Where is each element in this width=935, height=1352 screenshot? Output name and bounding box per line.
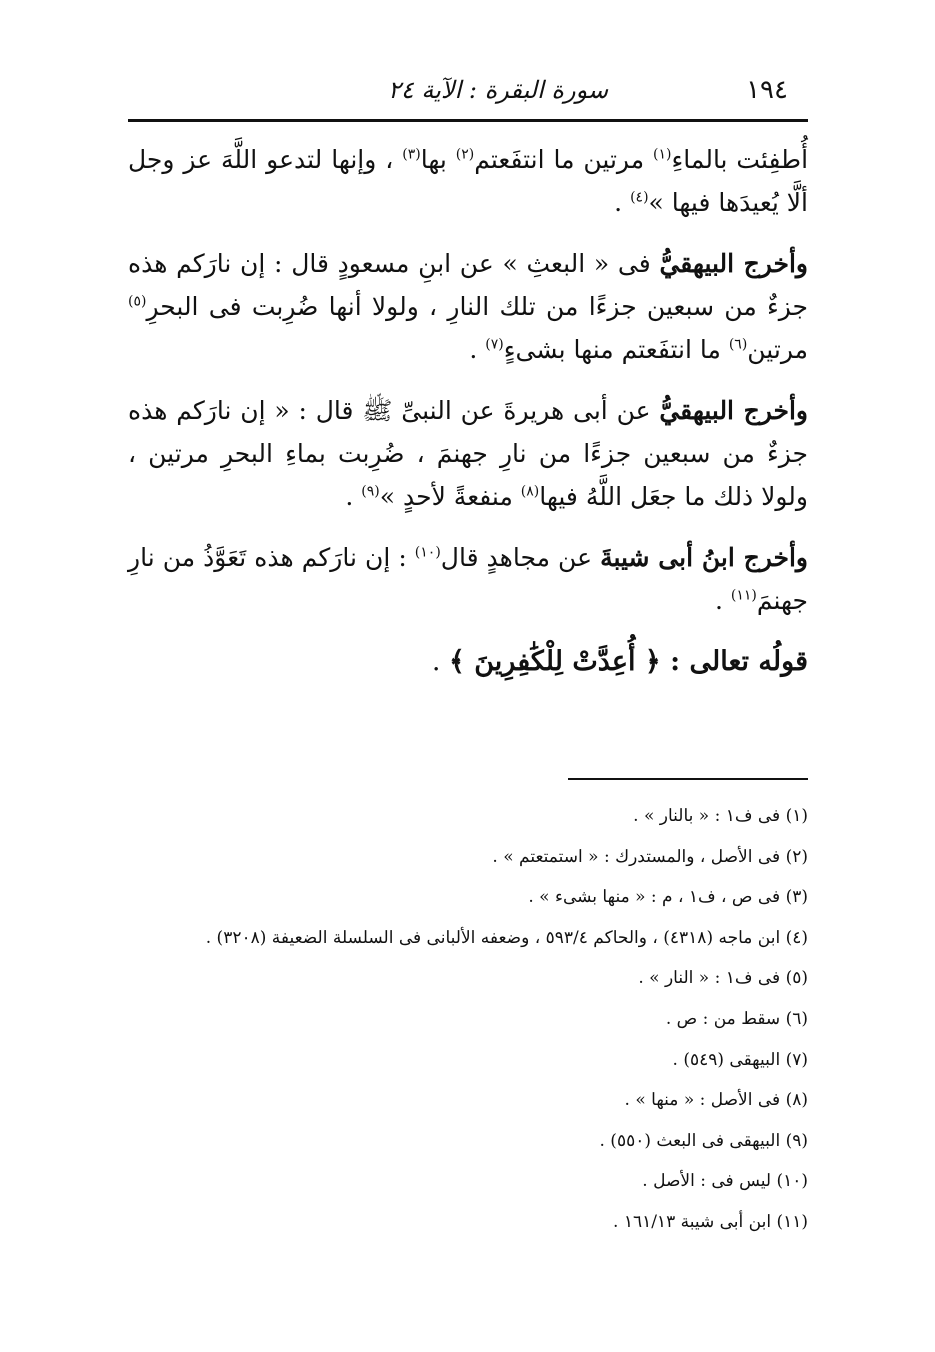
page-header (128, 64, 808, 116)
footnote: (٦) سقط من : ص . (665, 1008, 808, 1029)
text: عن مجاهدٍ قال (440, 543, 601, 572)
footnote-ref-4[interactable]: (٤) (630, 189, 649, 206)
text: فى « البعثِ » عن ابنِ مسعودٍ قال : إن نارَكم هذه جزءٌ من سبعين جزءًا من تلك النارِ ، ولولا أنها ضُرِبت فى البحرِ (128, 249, 808, 321)
paragraph-1 (128, 138, 808, 224)
paragraph-4 (128, 536, 808, 622)
footnote: (٧) البيهقى (٥٤٩) . (672, 1049, 808, 1070)
text: ، وإنها لتدعو اللَّهَ عز وجل ألَّا يُعيدَها فيها » (128, 145, 808, 217)
footnote-separator (568, 778, 808, 780)
paragraph-3 (128, 389, 808, 518)
footnote-ref-9[interactable]: (٩) (361, 483, 380, 500)
text: ما انتفَعتم منها بشىءٍ (503, 335, 729, 364)
footnote: (٢) فى الأصل ، والمستدرك : « استمتعتم » . (492, 846, 808, 867)
paragraph-2 (128, 242, 808, 371)
footnote: (٨) فى الأصل : « منها » . (624, 1090, 808, 1111)
footnote-ref-2[interactable]: (٢) (455, 146, 475, 163)
text: . (469, 335, 486, 364)
footnote-ref-7[interactable]: (٧) (485, 336, 504, 353)
text: بها (420, 145, 456, 174)
paragraph-lead: وأخرج ابنُ أبى شيبةَ (600, 543, 808, 572)
footnote-ref-3[interactable]: (٣) (402, 146, 421, 163)
footnote: (١٠) ليس فى : الأصل . (642, 1171, 808, 1192)
footnote: (٩) البيهقى فى البعث (٥٥٠) . (599, 1130, 808, 1151)
footnote: (١١) ابن أبى شيبة ١٦١/١٣ . (613, 1211, 808, 1232)
text: عن أبى هريرةَ عن النبىِّ ﷺ قال : « إن نارَكم هذه جزءٌ من سبعين جزءًا من نارِ جهنمَ ، ضُرِبت بماءِ البحرِ مرتين ، ولولا ذلك ما جعَل اللَّهُ فيها (128, 396, 808, 511)
running-title: سورة البقرة : الآية ٢٤ (387, 76, 609, 104)
text: مرتين ما انتفَعتم (474, 145, 654, 174)
page-number: ١٩٤ (746, 75, 788, 105)
text: مرتين (747, 335, 808, 364)
text: . (714, 586, 731, 615)
footnote-ref-11[interactable]: (١١) (730, 587, 757, 604)
text: . (345, 482, 362, 511)
footnote: (١) فى ف١ : « بالنار » . (633, 806, 808, 826)
verse-heading (128, 640, 808, 683)
footnote-ref-1[interactable]: (١) (653, 146, 672, 163)
footnote: (٤) ابن ماجه (٤٣١٨) ، والحاكم ٥٩٣/٤ ، وضعفه الألبانى فى السلسلة الضعيفة (٣٢٠٨) . (205, 927, 808, 948)
footnote: (٥) فى ف١ : « النار » . (638, 968, 808, 989)
text: منفعةً لأحدٍ » (379, 482, 521, 511)
footnote-ref-6[interactable]: (٦) (728, 336, 748, 353)
text: . (431, 646, 450, 677)
footnote-ref-8[interactable]: (٨) (520, 483, 540, 500)
footnote: (٣) فى ص ، ف١ ، م : « منها بشىء » . (528, 887, 808, 908)
footnotes (128, 796, 808, 1243)
text: أُطفِئت بالماءِ (671, 145, 809, 174)
verse-lead: قولُه تعالى : (670, 646, 808, 677)
quran-verse: ﴿ أُعِدَّتْ لِلْكَٰفِرِينَ ﴾ (449, 646, 671, 677)
text: . (614, 188, 631, 217)
header-rule (128, 119, 808, 122)
footnote-ref-5[interactable]: (٥) (128, 293, 147, 310)
paragraph-lead: وأخرج البيهقيُّ (659, 396, 808, 425)
text: : إن نارَكم هذه تَعَوَّذُ من نارِ جهنمَ (128, 543, 808, 615)
main-text (128, 138, 808, 701)
footnote-ref-10[interactable]: (١٠) (414, 544, 441, 561)
paragraph-lead: وأخرج البيهقيُّ (659, 249, 808, 278)
